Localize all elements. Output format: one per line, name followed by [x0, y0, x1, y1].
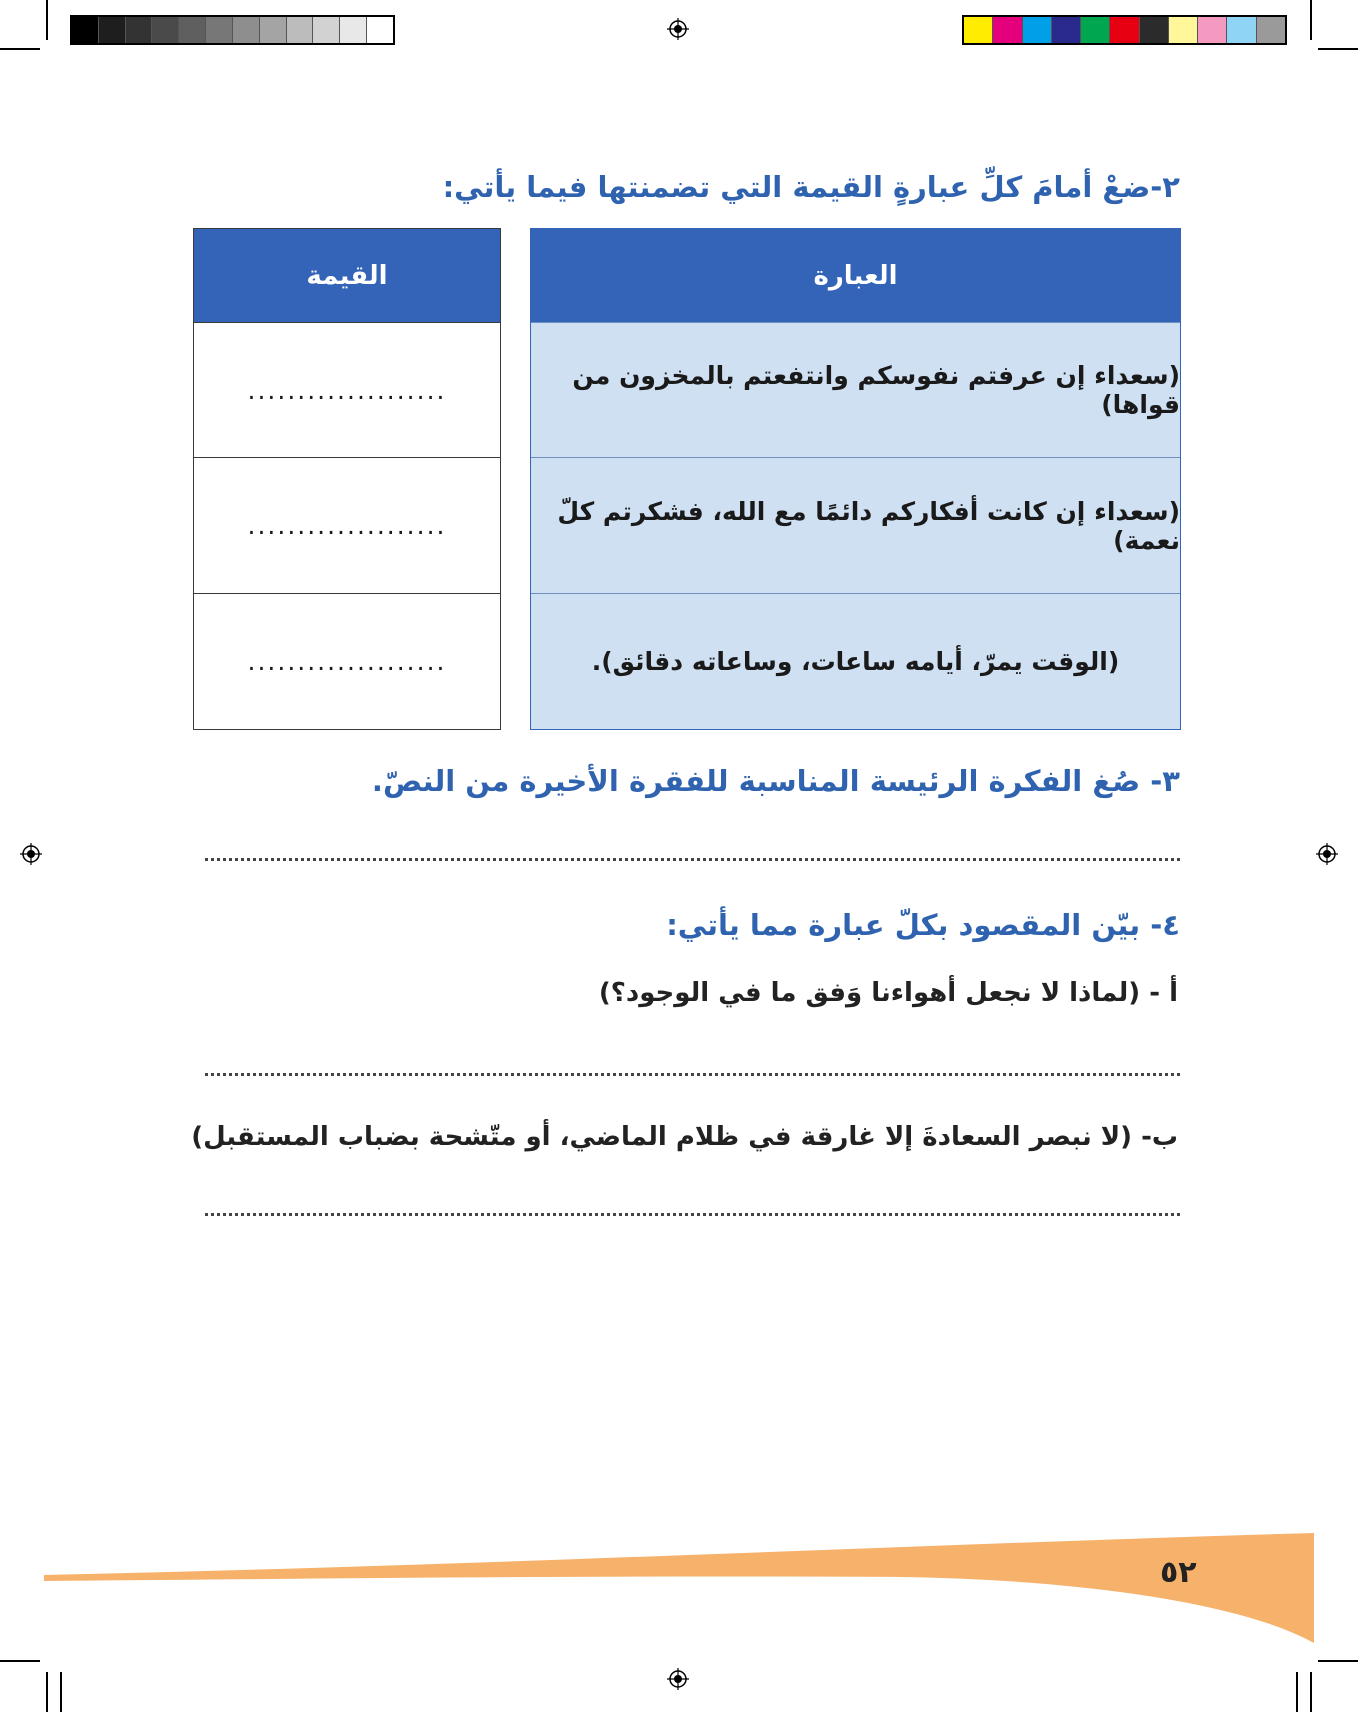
color-swatch: [126, 17, 153, 43]
color-swatch: [993, 17, 1022, 43]
crop-mark: [0, 48, 40, 50]
color-swatch: [152, 17, 179, 43]
color-swatch: [1227, 17, 1256, 43]
registration-mark-icon: [667, 18, 689, 40]
crop-mark: [1318, 1660, 1358, 1662]
crop-mark: [46, 0, 48, 40]
color-swatch: [287, 17, 314, 43]
color-swatch: [1110, 17, 1139, 43]
question-4-title: ٤- بيّن المقصود بكلّ عبارة مما يأتي:: [666, 908, 1180, 942]
page-number: ٥٢: [1160, 1555, 1197, 1590]
grayscale-color-bar: [70, 15, 395, 45]
crop-mark: [1310, 0, 1312, 40]
crop-mark: [1296, 1672, 1298, 1712]
color-swatch: [367, 17, 393, 43]
color-swatch: [260, 17, 287, 43]
answer-blank: ....................: [247, 511, 447, 540]
question-2-title: ٢-ضعْ أمامَ كلِّ عبارةٍ القيمة التي تضمنتها فيما يأتي:: [442, 170, 1180, 204]
answer-blank: ....................: [247, 647, 447, 676]
color-swatch: [313, 17, 340, 43]
question-4a-text: أ - (لماذا لا نجعل أهواءنا وَفق ما في الوجود؟): [598, 978, 1178, 1008]
value-answer-cell[interactable]: [194, 322, 500, 457]
color-swatch: [1198, 17, 1227, 43]
question-4b-text: ب- (لا نبصر السعادةَ إلا غارقة في ظلام الماضي، أو متّشحة بضباب المستقبل): [191, 1122, 1178, 1152]
color-swatch: [340, 17, 367, 43]
color-swatch: [1081, 17, 1110, 43]
answer-line[interactable]: [205, 1073, 1180, 1076]
question-3-title: ٣- صُغ الفكرة الرئيسة المناسبة للفقرة الأخيرة من النصّ.: [371, 764, 1180, 798]
registration-mark-icon: [1316, 843, 1338, 865]
color-swatch: [99, 17, 126, 43]
value-answer-cell[interactable]: [194, 593, 500, 729]
statement-cell: (الوقت يمرّ، أيامه ساعات، وساعاته دقائق).: [531, 593, 1180, 729]
registration-mark-icon: [667, 1668, 689, 1690]
color-swatch: [1169, 17, 1198, 43]
statement-cell: (سعداء إن عرفتم نفوسكم وانتفعتم بالمخزون من قواها): [531, 322, 1180, 457]
footer-swoosh: [0, 1525, 1358, 1645]
value-table: [193, 228, 501, 730]
cmyk-color-bar: [962, 15, 1287, 45]
value-header: القيمة: [194, 229, 500, 322]
color-swatch: [1023, 17, 1052, 43]
color-swatch: [1052, 17, 1081, 43]
color-swatch: [206, 17, 233, 43]
statement-table: [530, 228, 1181, 730]
color-swatch: [1140, 17, 1169, 43]
crop-mark: [1310, 1672, 1312, 1712]
crop-mark: [1318, 48, 1358, 50]
crop-mark: [60, 1672, 62, 1712]
statement-cell: (سعداء إن كانت أفكاركم دائمًا مع الله، فشكرتم كلّ نعمة): [531, 457, 1180, 593]
statement-header: العبارة: [531, 229, 1180, 322]
value-answer-cell[interactable]: [194, 457, 500, 593]
color-swatch: [964, 17, 993, 43]
color-swatch: [1257, 17, 1285, 43]
answer-line[interactable]: [205, 1213, 1180, 1216]
answer-blank: ....................: [247, 375, 447, 405]
crop-mark: [46, 1672, 48, 1712]
color-swatch: [179, 17, 206, 43]
color-swatch: [233, 17, 260, 43]
color-swatch: [72, 17, 99, 43]
crop-mark: [0, 1660, 40, 1662]
answer-line[interactable]: [205, 858, 1180, 861]
registration-mark-icon: [20, 843, 42, 865]
